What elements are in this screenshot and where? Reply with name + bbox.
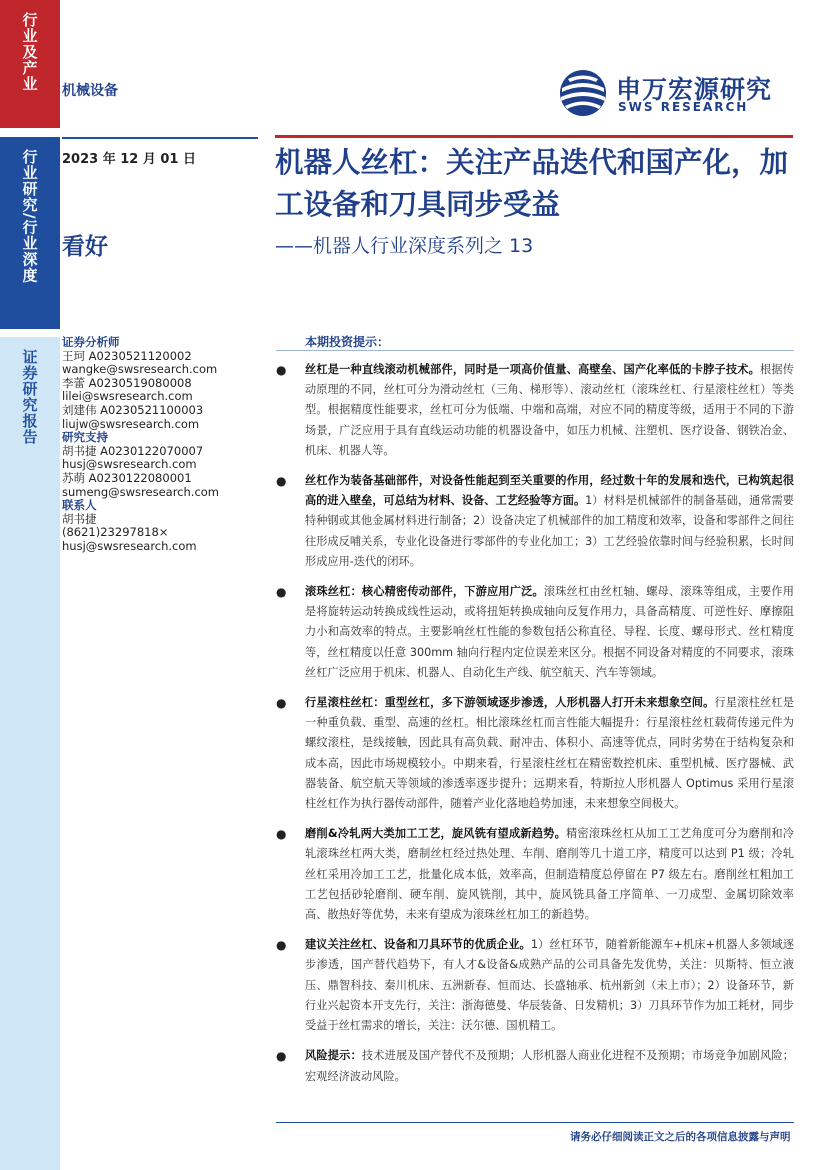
report-subtitle: ——机器人行业深度系列之 13: [275, 235, 534, 257]
bullet-icon: ●: [276, 696, 287, 711]
sws-globe-logo-icon: [558, 68, 608, 118]
side-tab-report-label: 证券研究报告: [20, 349, 39, 445]
report-date: 2023 年 12 月 01 日: [62, 152, 196, 167]
side-tab-research: [0, 137, 60, 329]
bullet-lead: 磨削&冷轧两大类加工工艺，旋风铣有望成新趋势。: [305, 827, 566, 841]
bullet-text: 精密滚珠丝杠从加工工艺角度可分为磨削和冷轧滚珠丝杠两大类，磨制丝杠经过热处理、车削、磨削等几十道工序，精度可以达到 P1 级；冷轧丝杠采用冷加工工艺，批量化成本低，效率高，但制造精度总停留在 P7 级左右。磨削丝杠粗加工工艺包括砂轮磨削、硬车削、旋风铣削，其中，旋风铣具备工序简单、一刀成型、金属切除效率高、散热好等优势，未来有望成为滚珠丝杠加工的新趋势。: [305, 827, 794, 922]
bullet-text: 1）材料是机械部件的制备基础，通常需要特种钢或其他金属材料进行制备；2）设备决定了机械部件的加工精度和效率，设备和零部件之间往往形成反哺关系，专业化设备进行零部件的专业化加工；3）工艺经验依靠时间与经验积累，长时间形成应用-迭代的闭环。: [305, 494, 794, 568]
contact-phone: (8621)23297818×: [62, 525, 169, 540]
bullet-icon: ●: [276, 474, 287, 489]
support-email[interactable]: sumeng@swsresearch.com: [62, 484, 220, 499]
analyst-line: 王珂 A0230521120002: [62, 348, 192, 363]
sws-logo: [558, 66, 788, 118]
bullet-icon: ●: [276, 827, 287, 842]
bullet-text: 技术进展及国产替代不及预期；人形机器人商业化进程不及预期；市场竞争加剧风险；宏观经济波动风险。: [305, 1049, 794, 1083]
highlights-divider: [276, 350, 794, 351]
highlights-heading: 本期投资提示：: [305, 335, 390, 349]
bullet-icon: ●: [276, 1049, 287, 1064]
divider-title: [275, 135, 793, 138]
analyst-heading: 证券分析师: [62, 335, 120, 349]
list-item: [276, 824, 794, 925]
list-item: [276, 582, 794, 683]
bullet-lead: 建议关注丝杠、设备和刀具环节的优质企业。: [305, 938, 531, 952]
list-item: [276, 471, 794, 572]
logo-name-en: SWS RESEARCH: [618, 100, 749, 114]
contact-name: 胡书捷: [62, 511, 97, 526]
side-tab-report: [0, 337, 60, 1170]
support-line: 胡书捷 A0230122070007: [62, 443, 204, 458]
highlights-list: [276, 360, 794, 1097]
logo-name-cn: 申万宏源研究: [616, 75, 773, 104]
bullet-lead: 风险提示：: [305, 1049, 362, 1063]
list-item: [276, 693, 794, 814]
bullet-lead: 丝杠作为装备基础部件，对设备性能起到至关重要的作用，经过数十年的发展和迭代，已构筑起很高的进入壁垒，可总结为材料、设备、工艺经验等方面。: [305, 474, 794, 508]
contacts-panel: [62, 336, 262, 554]
bullet-lead: 滚珠丝杠：核心精密传动部件，下游应用广泛。: [305, 585, 544, 599]
analyst-email[interactable]: liujw@swsresearch.com: [62, 416, 200, 431]
list-item: [276, 1046, 794, 1086]
footer-divider: [276, 1122, 794, 1123]
bullet-text: 1）丝杠环节，随着新能源车+机床+机器人多领域逐步渗透，国产替代趋势下，有人才&设备&成熟产品的公司具备先发优势，关注：贝斯特、恒立液压、鼎智科技、秦川机床、五洲新春、恒而达、长盛轴承、杭州新剑（未上市）；2）设备环节，新行业兴起资本开支先行，关注：浙海德曼、华辰装备、日发精机；3）刀具环节作为加工耗材，同步受益于丝杠需求的增长，关注：沃尔德、国机精工。: [305, 938, 794, 1033]
bullet-icon: ●: [276, 585, 287, 600]
bullet-text: 行星滚柱丝杠是一种重负载、重型、高速的丝杠。相比滚珠丝杠而言性能大幅提升：行星滚柱丝杠载荷传递元件为螺纹滚柱，是线接触，因此具有高负载、耐冲击、体积小、高速等优点，同时劣势在于结构复杂和成本高，因此市场规模较小。中期来看，行星滚柱丝杠在精密数控机床、重型机械、医疗器械、武器装备、航空航天等领域的渗透率逐步提升；远期来看，特斯拉人形机器人 Optimus 采用行星滚柱丝杠作为执行器传动部件，随着产业化落地趋势加速，未来想象空间极大。: [305, 696, 794, 811]
analyst-email[interactable]: lilei@swsresearch.com: [62, 389, 193, 404]
sector-label: 机械设备: [62, 83, 118, 99]
list-item: [276, 360, 794, 461]
analyst-line: 刘建伟 A0230521100003: [62, 402, 204, 417]
bullet-text: 滚珠丝杠由丝杠轴、螺母、滚珠等组成，主要作用是将旋转运动转换成线性运动，或将扭矩转换成轴向反复作用力，具备高精度、可逆性好、摩擦阻力小和高效率的特点。主要影响丝杠性能的参数包括公称直径、导程、长度、螺母形式、丝杠精度等，丝杠精度以任意 300mm 轴向行程内定位误差来区分。根据不同设备对精度的不同要求，滚珠丝杠广泛应用于机床、机器人、自动化生产线、航空航天、汽车等领域。: [305, 585, 794, 679]
contact-heading: 联系人: [62, 498, 97, 513]
side-tab-industry-label: 行业及产业: [20, 12, 39, 92]
side-tab-research-label: 行业研究/行业深度: [20, 149, 39, 284]
report-title: 机器人丝杠：关注产品迭代和国产化，加工设备和刀具同步受益: [275, 146, 789, 221]
analyst-line: 李蕾 A0230519080008: [62, 375, 192, 390]
support-email[interactable]: husj@swsresearch.com: [62, 457, 197, 472]
support-heading: 研究支持: [62, 430, 108, 445]
bullet-text: 根据传动原理的不同，丝杠可分为滑动丝杠（三角、梯形等）、滚动丝杠（滚珠丝杠、行星滚柱丝杠）等类型。根据精度性能要求，丝杠可分为低端、中端和高端，对应不同的精度等级，适用于不同的下游场景，广泛应用于具有直线运动功能的机器设备中，如压力机械、注塑机、医疗设备、钢铁冶金、机床、机器人等。: [305, 363, 794, 457]
support-line: 苏萌 A0230122080001: [62, 470, 192, 485]
divider-left: [62, 137, 258, 139]
bullet-lead: 丝杠是一种直线滚动机械部件，同时是一项高价值量、高壁垒、国产化率低的卡脖子技术。: [305, 363, 761, 376]
side-tab-industry: [0, 0, 60, 128]
analyst-email[interactable]: wangke@swsresearch.com: [62, 362, 218, 377]
contact-email[interactable]: husj@swsresearch.com: [62, 538, 197, 553]
bullet-icon: ●: [276, 363, 287, 377]
footer-disclaimer: 请务必仔细阅读正文之后的各项信息披露与声明: [570, 1131, 791, 1143]
rating: 看好: [62, 234, 108, 260]
list-item: [276, 935, 794, 1036]
bullet-lead: 行星滚柱丝杠：重型丝杠，多下游领域逐步渗透，人形机器人打开未来想象空间。: [305, 696, 715, 710]
bullet-icon: ●: [276, 938, 287, 953]
